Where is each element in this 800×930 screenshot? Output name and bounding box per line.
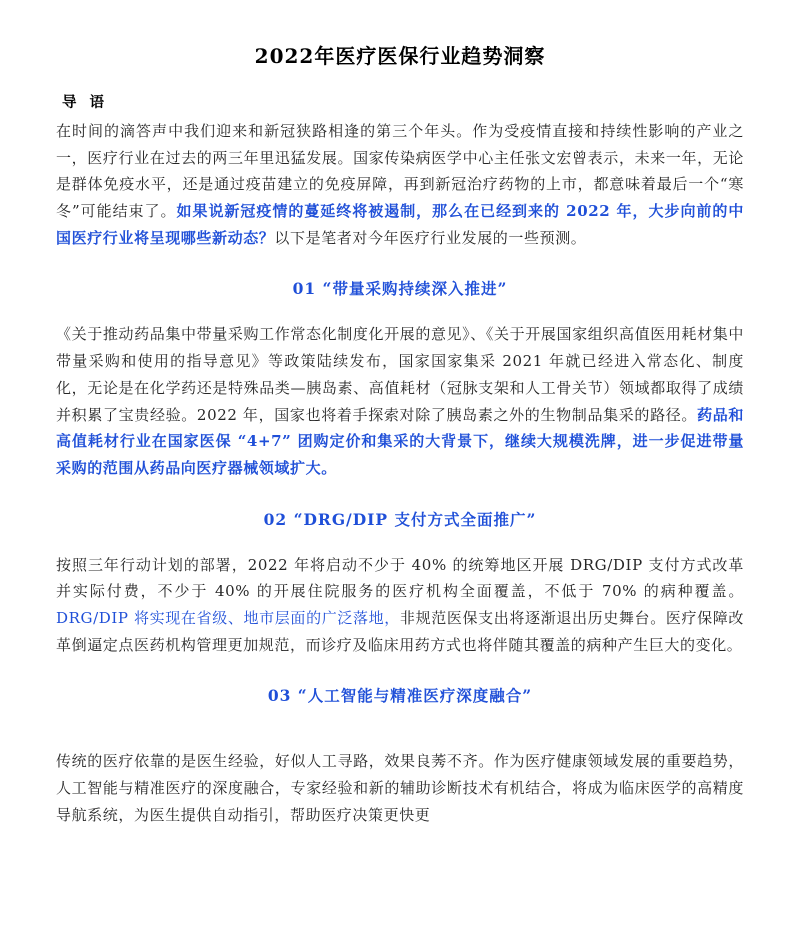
section-paragraph-02 — [56, 552, 744, 659]
section-paragraph-01 — [56, 321, 744, 481]
lead-paragraph-part1: 在时间的滴答声中我们迎来和新冠狭路相逢的第三个年头。作为受疫情直接和持续性影响的产业之一，医疗行业在过去的两三年里迅猛发展。国家传染病医学中心主任张文宏曾表示，未来一年，无论是群体免疫水平，还是通过疫苗建立的免疫屏障，再到新冠治疗药物的上市，都意味着最后一个“寒冬”可能结束了。 — [56, 122, 744, 221]
section-heading-01: 01 “带量采购持续深入推进” — [292, 279, 508, 299]
section-02-part1: 按照三年行动计划的部署，2022 年将启动不少于 40% 的统筹地区开展 DRG/DIP 支付方式改革并实际付费，不少于 40% 的开展住院服务的医疗机构全面覆盖，不低于 70% 的病种覆盖。 — [56, 555, 744, 601]
section-paragraph-03 — [56, 748, 744, 828]
spacer — [56, 728, 744, 748]
section-01-highlight: 药品和高值耗材行业在国家医保 “4+7” 团购定价和集采的大背景下，继续大规模洗牌，进一步促进带量采购的范围从药品向医疗器械领域扩大。 — [56, 405, 744, 477]
section-heading-03: 03 “人工智能与精准医疗深度融合” — [267, 686, 533, 706]
section-02-highlight: DRG/DIP 将实现在省级、地市层面的广泛落地， — [56, 608, 400, 627]
section-03-part1: 传统的医疗依靠的是医生经验，好似人工寻路，效果良莠不齐。作为医疗健康领域发展的重要趋势，人工智能与精准医疗的深度融合，专家经验和新的辅助诊断技术有机结合，将成为临床医学的高精度导航系统，为医生提供自动指引，帮助医疗决策更快更 — [56, 752, 744, 824]
section-heading-02: 02 “DRG/DIP 支付方式全面推广” — [263, 509, 537, 529]
section-01-part1: 《关于推动药品集中带量采购工作常态化制度化开展的意见》、《关于开展国家组织高值医用耗材集中带量采购和使用的指导意见》等政策陆续发布，国家国家集采 2021 年就已经进入常态化、制度化，无论是在化学药还是特殊品类—胰岛素、高值耗材（冠脉支架和人工骨关节）领域都取得了成绩并积累了宝贵经验。2022 年，国家也将着手探索对除了胰岛素之外的生物制品集采的路径。 — [56, 325, 744, 424]
lead-paragraph — [56, 118, 744, 251]
page-title: 2022年医疗医保行业趋势洞察 — [254, 44, 546, 68]
section-02-part2: 非规范医保支出将逐渐退出历史舞台。医疗保障改革倒逼定点医药机构管理更加规范，而诊疗及临床用药方式也将伴随其覆盖的病种产生巨大的变化。 — [56, 608, 744, 654]
lead-paragraph-highlight: 如果说新冠疫情的蔓延终将被遏制，那么在已经到来的 2022 年，大步向前的中国医疗行业将呈现哪些新动态？ — [56, 202, 744, 247]
lead-label: 导 语 — [62, 94, 109, 111]
lead-paragraph-part2: 以下是笔者对今年医疗行业发展的一些预测。 — [274, 228, 587, 247]
